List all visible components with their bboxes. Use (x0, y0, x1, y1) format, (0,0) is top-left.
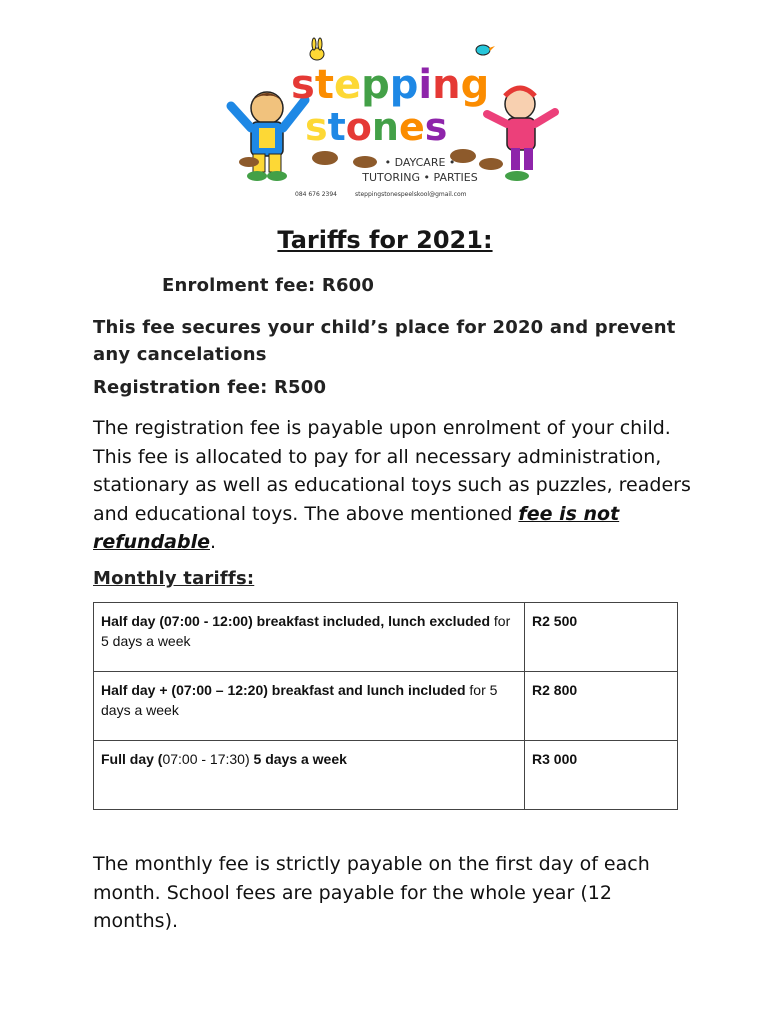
tariff-description (94, 741, 525, 810)
not-refundable-text: fee is not refundable (93, 502, 620, 553)
tariff-desc-bold: Half day (07:00 - 12:00) breakfast included, lunch excluded (101, 613, 491, 629)
tariff-desc-plain: for 5 days a week (101, 613, 511, 649)
tariff-desc-bold: 5 days a week (249, 751, 347, 767)
footer-paragraph: The monthly fee is strictly payable on the first day of each month. School fees are payable for the whole year (12 months). (93, 853, 650, 932)
logo-phone: 084 676 2394 (295, 191, 337, 198)
logo-graphic (225, 36, 560, 206)
registration-period: . (210, 531, 217, 553)
tariff-description (94, 672, 525, 741)
tariffs-table (93, 602, 678, 810)
tariff-desc-plain: 07:00 - 17:30) (162, 751, 250, 767)
tariff-price: R2 500 (525, 603, 678, 672)
stepping-stones-logo (225, 36, 560, 206)
tariff-price: R2 800 (525, 672, 678, 741)
registration-fee: Registration fee: R500 (93, 377, 327, 398)
bird-icon (476, 45, 495, 55)
logo-line2: stones (305, 105, 448, 149)
registration-text: The registration fee is payable upon enrolment of your child. This fee is allocated to pay for all necessary administration, stationary as well as educational toys such as puzzles, readers and educational toys. The above mentioned (93, 417, 691, 525)
tariff-desc-bold: Half day + (07:00 – 12:20) breakfast and lunch included (101, 682, 466, 698)
monthly-tariffs-heading: Monthly tariffs: (93, 568, 255, 589)
tariff-description (94, 603, 525, 672)
tariff-desc-bold: Full day ( (101, 751, 163, 767)
table-row (94, 672, 678, 741)
logo-services-2: TUTORING • PARTIES (362, 171, 478, 184)
enrolment-fee: Enrolment fee: R600 (162, 275, 375, 296)
tariff-desc-plain: for 5 days a week (101, 682, 498, 718)
enrolment-note: This fee secures your child’s place for 2020 and prevent any cancelations (93, 317, 676, 365)
page-title: Tariffs for 2021: (277, 226, 493, 254)
registration-paragraph (93, 414, 693, 557)
table-row (94, 603, 678, 672)
logo-line1: stepping (291, 62, 490, 108)
rabbit-icon (310, 38, 324, 60)
logo-services-1: • DAYCARE • (384, 156, 456, 169)
logo-email: steppingstonespeelskool@gmail.com (355, 191, 467, 198)
table-row (94, 741, 678, 810)
tariff-price: R3 000 (525, 741, 678, 810)
